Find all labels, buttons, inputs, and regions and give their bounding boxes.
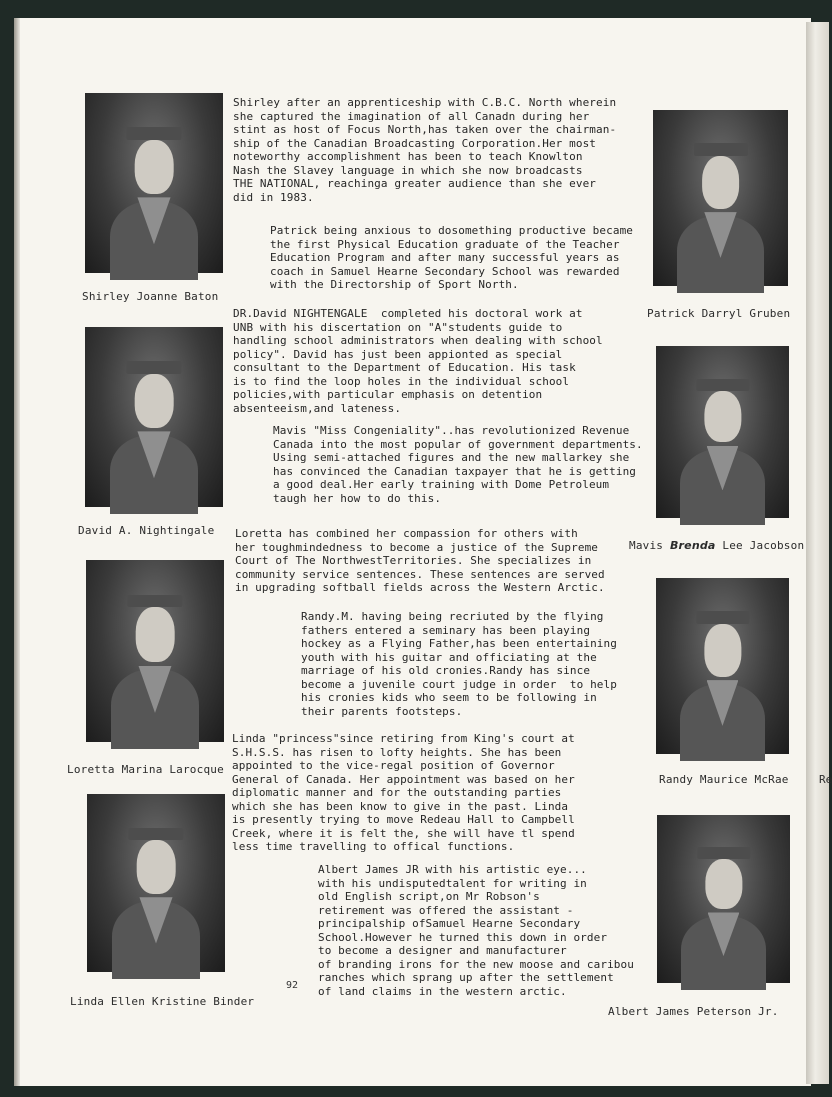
page-number: 92 xyxy=(286,980,299,991)
caption-patrick: Patrick Darryl Gruben xyxy=(647,307,791,320)
bio-mavis: Mavis "Miss Congeniality"..has revolutionized Revenue Canada into the most popular of government departments. Using semi-attached figures and the new mallarkey she has convinced the Canadian taxpayer that he is getting a good deal.Her early training with Dome Petroleum taugh her how to do this. xyxy=(273,424,643,505)
photo-linda-binder xyxy=(87,794,225,972)
photo-randy-mcrae xyxy=(656,578,789,754)
page-binding xyxy=(14,18,20,1086)
bio-albert: Albert James JR with his artistic eye... with his undisputedtalent for writing in old English script,on Mr Robson's retirement was offered the assistant - principalship ofSamuel Hearne Secondary School.However he turned this down in order to become a designer and manufacturer of branding irons for the new moose and caribou ranches which sprang up after the settlement of land claims in the western arctic. xyxy=(318,863,634,998)
photo-albert-peterson xyxy=(657,815,790,983)
cut-off-caption: Re xyxy=(819,773,832,786)
bio-linda: Linda "princess"since retiring from King's court at S.H.S.S. has risen to lofty heights. She has been appointed to the vice-regal position of Governor General of Canada. Her appointment was based on her diplomatic manner and for the outstanding parties which she has been know to give in the past. Linda is presently trying to move Redeau Hall to Campbell Creek, where it is felt the, she will have tl spend less time travelling to offical functions. xyxy=(232,732,575,853)
photo-shirley-baton xyxy=(85,93,223,273)
photo-loretta-larocque xyxy=(86,560,224,742)
photo-patrick-gruben xyxy=(653,110,788,286)
next-page-edge xyxy=(806,22,829,1084)
bio-loretta: Loretta has combined her compassion for others with her toughmindedness to become a justice of the Supreme Court of The NorthwestTerritories. She specializes in community service sentences. These sentences are served in upgrading softball fields across the Western Arctic. xyxy=(235,527,605,594)
caption-mavis-last: Lee Jacobson xyxy=(722,539,805,552)
bio-patrick: Patrick being anxious to dosomething productive became the first Physical Education graduate of the Teacher Education Program and after many successful years as coach in Samuel Hearne Secondary School was rewarded with the Directorship of Sport North. xyxy=(270,224,634,291)
caption-mavis-first: Mavis xyxy=(629,539,664,552)
photo-david-nightingale xyxy=(85,327,223,507)
photo-mavis-jacobson xyxy=(656,346,789,518)
bio-randy: Randy.M. having being recriuted by the flying fathers entered a seminary has been playing hockey as a Flying Father,has been entertaining youth with his guitar and officiating at the marriage of his old cronies.Randy has since become a juvenile court judge in order to help his cronies kids who seem to be following in their parents footsteps. xyxy=(301,610,617,718)
caption-mavis-handwritten: Brenda xyxy=(669,539,716,552)
bio-david: DR.David NIGHTENGALE completed his doctoral work at UNB with his discertation on "A"students guide to handling school administrators when dealing with school policy". David has just been appionted as special consultant to the Department of Education. His task is to find the loop holes in the individual school policies,with particular emphasis on detention absenteeism,and lateness. xyxy=(233,307,603,415)
caption-shirley: Shirley Joanne Baton xyxy=(82,290,219,303)
caption-loretta: Loretta Marina Larocque xyxy=(67,763,224,776)
caption-randy: Randy Maurice McRae xyxy=(659,773,789,786)
caption-linda: Linda Ellen Kristine Binder xyxy=(70,995,255,1008)
bio-shirley: Shirley after an apprenticeship with C.B.C. North wherein she captured the imagination of all Canadn during her stint as host of Focus North,has taken over the chairman- ship of the Canadian Broadcasting Corporation.Her most noteworthy accomplishment has been to teach Knowlton Nash the Slavey language in which she now broadcasts THE NATIONAL, reachinga greater audience than she ever did in 1983. xyxy=(233,96,617,204)
caption-mavis xyxy=(629,539,804,552)
caption-albert: Albert James Peterson Jr. xyxy=(608,1005,779,1018)
caption-david: David A. Nightingale xyxy=(78,524,215,537)
